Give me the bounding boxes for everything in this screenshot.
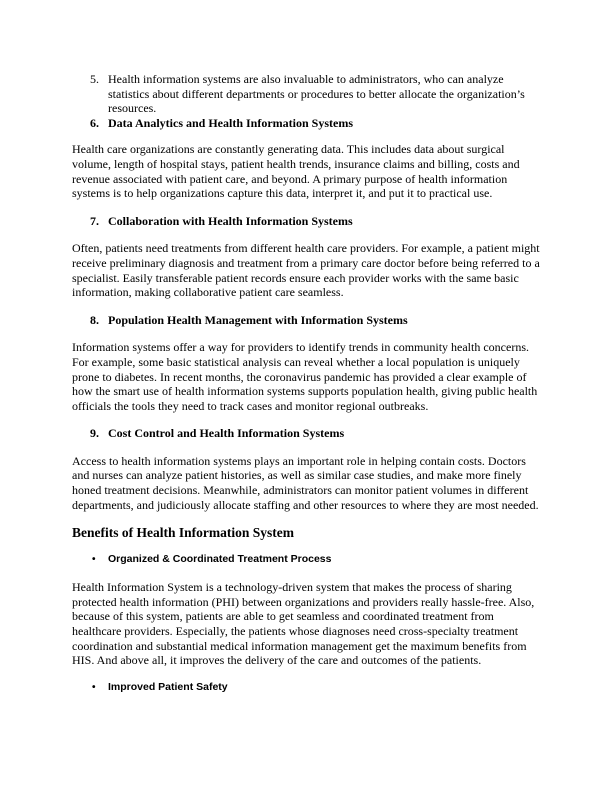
paragraph-organized-treatment: Health Information System is a technology-driven system that makes the process of sharing protected health information (PHI) between organizations and providers really hassle-free. Also, because of this system, patients are able to get seamless and coordinated treatment from healthcare providers. Especially, the patients whose diagnoses need cross-specialty treatment coordination and substantial medical information management get the maximum benefits from HIS. And above all, it improves the delivery of the care and outcomes of the patients. [72,580,535,668]
numbered-item-5 [72,72,540,116]
item-5-text: Health information systems are also invaluable to administrators, who can analyze statistics about different departments or procedures to better allocate the organization’s resources. [108,72,525,116]
paragraph-collaboration: Often, patients need treatments from different health care providers. For example, a patient might receive preliminary diagnosis and treatment from a primary care doctor before being referred to a specialist. Easily transferable patient records ensure each provider works with the same basic information, making collaborative patient care seamless. [72,241,540,300]
item-6-number: 6. [90,115,99,130]
numbered-heading-8 [72,313,540,328]
paragraph-population-health: Information systems offer a way for providers to identify trends in community health concerns. For example, some basic statistical analysis can reveal whether a local population is uniquely prone to diabetes. In recent months, the coronavirus pandemic has provided a clear example of how the smart use of health information systems supports population health, giving public health officials the tools they need to track cases and monitor regional outbreaks. [72,340,538,413]
item-7-number: 7. [90,213,99,228]
item-6-title: Data Analytics and Health Information Systems [108,115,354,130]
item-5-number: 5. [90,72,99,86]
item-9-title: Cost Control and Health Information Systems [108,426,345,441]
bullet-organized-label: Organized & Coordinated Treatment Process [108,553,332,566]
bullet-improved-safety-label: Improved Patient Safety [108,680,228,693]
paragraph-data-analytics: Health care organizations are constantly generating data. This includes data about surgical volume, length of hospital stays, patient health trends, insurance claims and billing, costs and revenue associated with patient care, and beyond. A primary purpose of health information systems is to help organizations capture this data, interpret it, and put it to practical use. [72,142,520,201]
numbered-heading-6 [72,116,540,131]
paragraph-cost-control: Access to health information systems plays an important role in helping contain costs. Doctors and nurses can analyze patient histories, as well as similar case studies, and make more finely honed treatment decisions. Meanwhile, administrators can monitor patient volumes in different departments, and judiciously allocate staffing and other resources to where they are most needed. [72,453,539,512]
item-7-title: Collaboration with Health Information Systems [108,213,353,228]
bullet-icon: • [92,554,96,566]
bullet-organized-treatment [72,553,540,566]
item-9-number: 9. [90,426,99,441]
bullet-improved-safety [72,681,540,694]
numbered-heading-9 [72,426,540,441]
bullet-icon: • [92,681,96,693]
item-8-number: 8. [90,312,99,327]
item-8-title: Population Health Management with Information Systems [108,312,408,327]
numbered-heading-7 [72,214,540,229]
section-heading-benefits: Benefits of Health Information System [72,525,294,541]
